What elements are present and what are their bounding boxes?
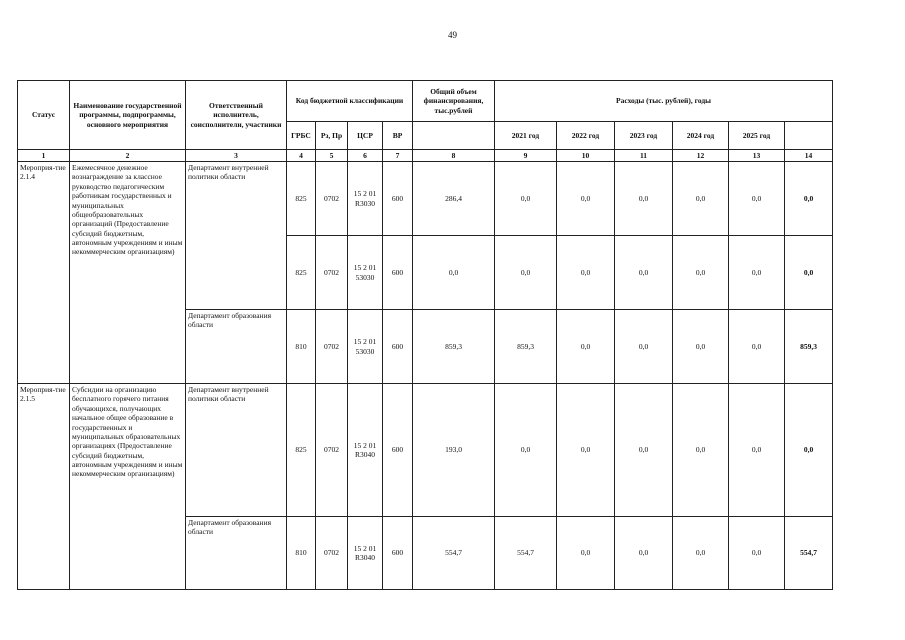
measure-2-1-4 <box>18 162 833 384</box>
column-number: 13 <box>729 149 785 161</box>
cell-2024: 0,0 <box>673 384 729 517</box>
executor-label: Департамент внутренней политики области <box>186 162 287 310</box>
cell-csr: 15 2 01 R3040 <box>348 384 383 517</box>
header-year-2022: 2022 год <box>557 122 615 149</box>
header-total-volume: Общий объем финансирования, тыс.рублей <box>413 81 495 122</box>
cell-2023: 0,0 <box>615 384 673 517</box>
measure-status: Мероприя-тие 2.1.5 <box>18 384 70 590</box>
cell-grbs: 825 <box>287 236 316 310</box>
table-header <box>18 81 833 162</box>
cell-vr: 600 <box>383 310 413 384</box>
header-csr: ЦСР <box>348 122 383 149</box>
header-year-2021: 2021 год <box>495 122 557 149</box>
cell-2025: 0,0 <box>729 517 785 590</box>
cell-stage-total: 0,0 <box>785 236 833 310</box>
cell-csr: 15 2 01 R3040 <box>348 517 383 590</box>
column-number-row <box>18 149 833 161</box>
column-number: 4 <box>287 149 316 161</box>
header-status: Статус <box>18 81 70 150</box>
table-row <box>18 384 833 517</box>
cell-2023: 0,0 <box>615 310 673 384</box>
cell-csr: 15 2 01 53030 <box>348 310 383 384</box>
cell-2021: 0,0 <box>495 384 557 517</box>
header-rzpr: Рз, Пр <box>316 122 348 149</box>
header-total-blank <box>413 122 495 149</box>
cell-total: 193,0 <box>413 384 495 517</box>
cell-total: 859,3 <box>413 310 495 384</box>
page-number: 49 <box>448 30 457 40</box>
cell-2023: 0,0 <box>615 236 673 310</box>
cell-csr: 15 2 01 R3030 <box>348 162 383 236</box>
measure-2-1-5 <box>18 384 833 590</box>
executor-label: Департамент внутренней политики области <box>186 384 287 517</box>
cell-2022: 0,0 <box>557 310 615 384</box>
cell-2024: 0,0 <box>673 162 729 236</box>
table-row <box>18 162 833 236</box>
cell-2021: 859,3 <box>495 310 557 384</box>
cell-stage-total: 0,0 <box>785 162 833 236</box>
header-year-2024: 2024 год <box>673 122 729 149</box>
column-number: 11 <box>615 149 673 161</box>
cell-stage-total: 859,3 <box>785 310 833 384</box>
header-year-2023: 2023 год <box>615 122 673 149</box>
column-number: 6 <box>348 149 383 161</box>
executor-label: Департамент образования области <box>186 517 287 590</box>
executor-label: Департамент образования области <box>186 310 287 384</box>
cell-2025: 0,0 <box>729 236 785 310</box>
cell-vr: 600 <box>383 236 413 310</box>
cell-2022: 0,0 <box>557 236 615 310</box>
measure-name: Субсидии на организацию бесплатного горячего питания обучающихся, получающих начальное общее образование в государственных и муниципальных образовательных организациях (Предоставление субсидий бюджетным, автономным учреждениям и иным некоммерческим организациям) <box>70 384 186 590</box>
cell-total: 554,7 <box>413 517 495 590</box>
cell-csr: 15 2 01 53030 <box>348 236 383 310</box>
cell-2022: 0,0 <box>557 517 615 590</box>
header-vr: ВР <box>383 122 413 149</box>
cell-2023: 0,0 <box>615 162 673 236</box>
cell-total: 286,4 <box>413 162 495 236</box>
cell-2021: 0,0 <box>495 236 557 310</box>
cell-grbs: 810 <box>287 310 316 384</box>
cell-grbs: 825 <box>287 384 316 517</box>
column-number: 14 <box>785 149 833 161</box>
cell-rzpr: 0702 <box>316 517 348 590</box>
cell-2025: 0,0 <box>729 162 785 236</box>
cell-2024: 0,0 <box>673 517 729 590</box>
cell-stage-total: 554,7 <box>785 517 833 590</box>
header-year-2025: 2025 год <box>729 122 785 149</box>
header-name: Наименование государственной программы, подпрограммы, основного мероприятия <box>70 81 186 150</box>
column-number: 12 <box>673 149 729 161</box>
cell-2022: 0,0 <box>557 162 615 236</box>
cell-vr: 600 <box>383 162 413 236</box>
cell-rzpr: 0702 <box>316 236 348 310</box>
column-number: 7 <box>383 149 413 161</box>
cell-2024: 0,0 <box>673 236 729 310</box>
cell-vr: 600 <box>383 517 413 590</box>
measure-name: Ежемесячное денежное вознаграждение за классное руководство педагогическим работникам государственных и муниципальных общеобразовательных организаций (Предоставление субсидий бюджетным, автономным учреждениям и иным некоммерческим организациям) <box>70 162 186 384</box>
column-number: 3 <box>186 149 287 161</box>
cell-2022: 0,0 <box>557 384 615 517</box>
cell-2021: 0,0 <box>495 162 557 236</box>
column-number: 1 <box>18 149 70 161</box>
cell-rzpr: 0702 <box>316 310 348 384</box>
header-grbs: ГРБС <box>287 122 316 149</box>
cell-2025: 0,0 <box>729 310 785 384</box>
cell-stage-total: 0,0 <box>785 384 833 517</box>
column-number: 8 <box>413 149 495 161</box>
cell-rzpr: 0702 <box>316 162 348 236</box>
budget-table <box>17 80 833 590</box>
cell-2024: 0,0 <box>673 310 729 384</box>
cell-grbs: 825 <box>287 162 316 236</box>
cell-grbs: 810 <box>287 517 316 590</box>
column-number: 2 <box>70 149 186 161</box>
header-code-group: Код бюджетной классификации <box>287 81 413 122</box>
cell-2023: 0,0 <box>615 517 673 590</box>
column-number: 10 <box>557 149 615 161</box>
header-expenses-group: Расходы (тыс. рублей), годы <box>495 81 833 122</box>
measure-status: Мероприя-тие 2.1.4 <box>18 162 70 384</box>
column-number: 9 <box>495 149 557 161</box>
column-number: 5 <box>316 149 348 161</box>
cell-total: 0,0 <box>413 236 495 310</box>
cell-vr: 600 <box>383 384 413 517</box>
cell-2021: 554,7 <box>495 517 557 590</box>
cell-2025: 0,0 <box>729 384 785 517</box>
cell-rzpr: 0702 <box>316 384 348 517</box>
header-executor: Ответственный исполнитель, соисполнители, участники <box>186 81 287 150</box>
